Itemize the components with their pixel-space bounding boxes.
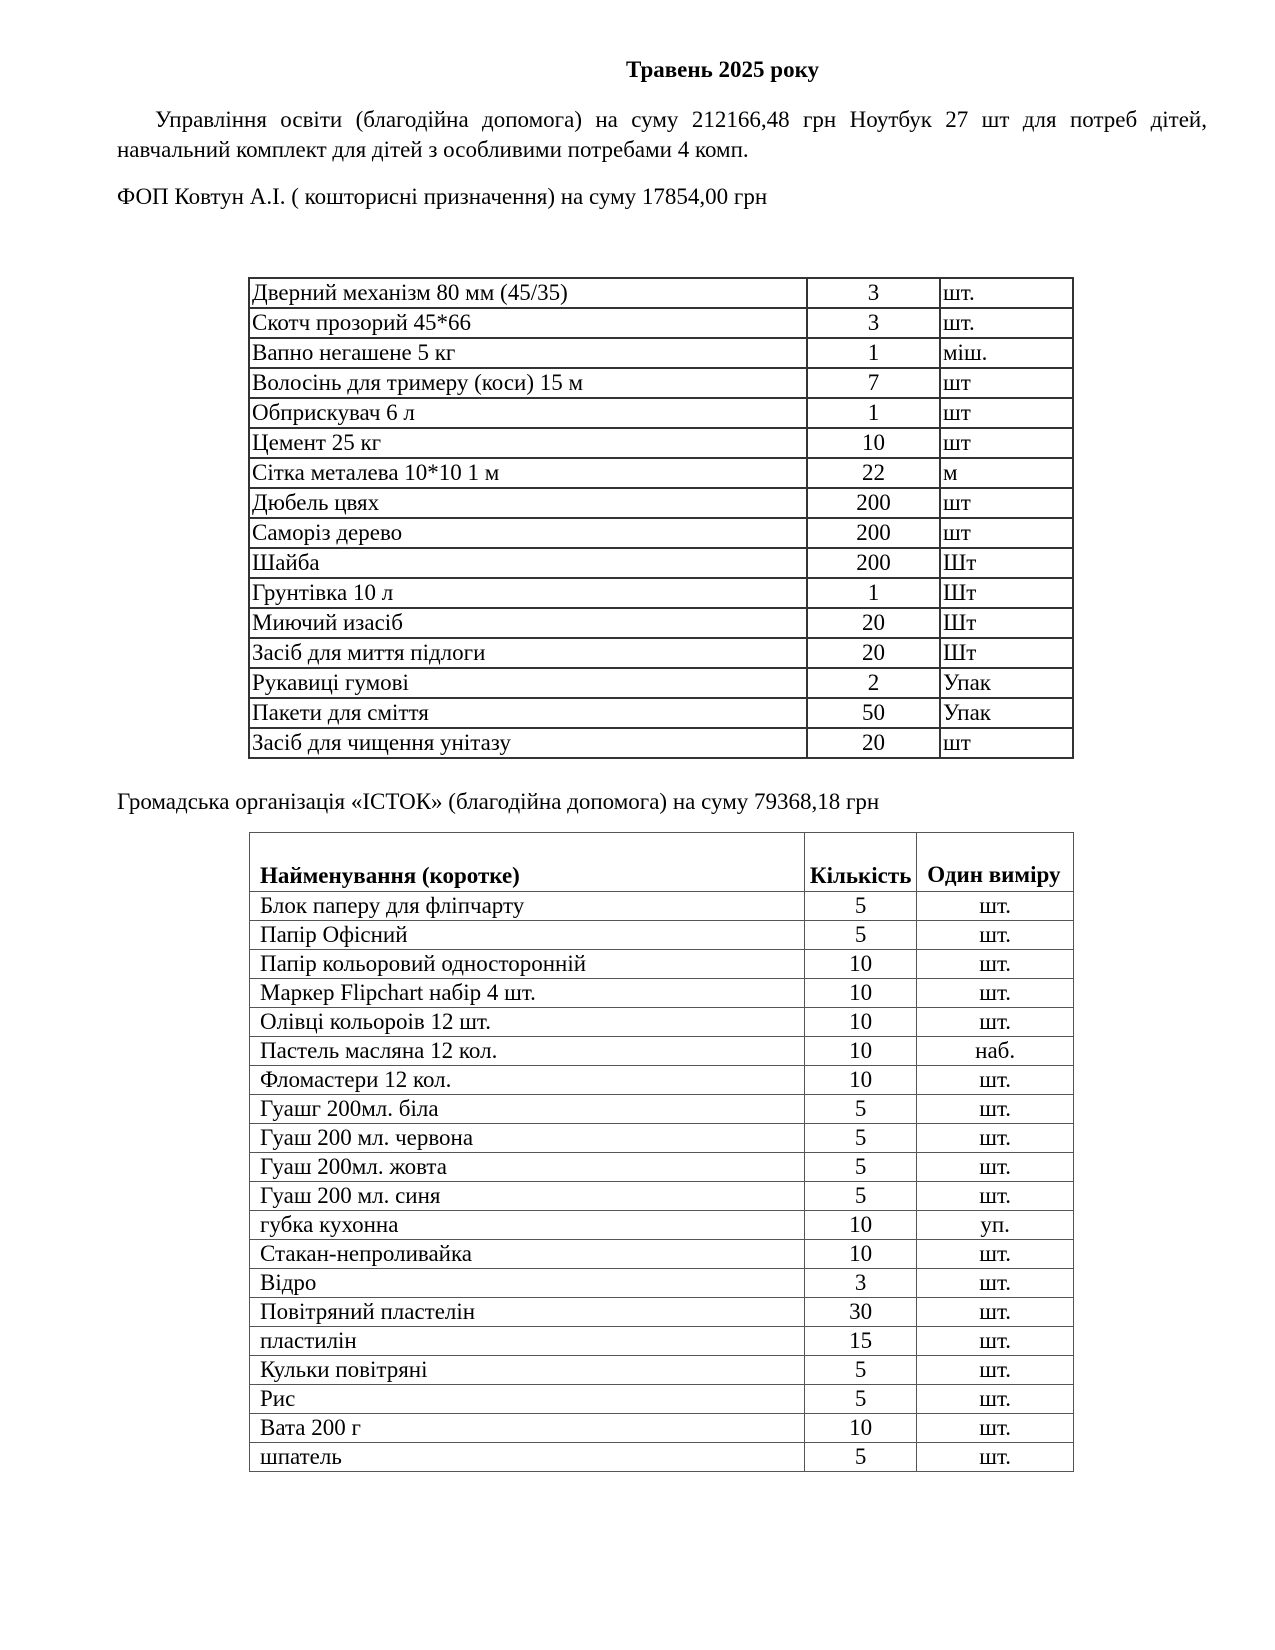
table-row bbox=[249, 398, 1073, 428]
item-unit: шт. bbox=[917, 1443, 1074, 1472]
item-name: пластилін bbox=[250, 1327, 805, 1356]
item-name: Сітка металева 10*10 1 м bbox=[249, 458, 807, 488]
table-row bbox=[250, 1240, 1074, 1269]
item-name: Кульки повітряні bbox=[250, 1356, 805, 1385]
item-unit: шт. bbox=[917, 921, 1074, 950]
table-row bbox=[250, 1211, 1074, 1240]
item-unit: шт bbox=[940, 518, 1073, 548]
item-unit: шт. bbox=[917, 1356, 1074, 1385]
fop-items-table bbox=[248, 277, 1074, 759]
item-quantity: 10 bbox=[805, 1211, 917, 1240]
item-quantity: 10 bbox=[805, 1008, 917, 1037]
item-unit: шт. bbox=[917, 1298, 1074, 1327]
table-row bbox=[249, 308, 1073, 338]
item-name: Маркер Flipchart набір 4 шт. bbox=[250, 979, 805, 1008]
item-name: Обприскувач 6 л bbox=[249, 398, 807, 428]
item-name: Гуаш 200 мл. червона bbox=[250, 1124, 805, 1153]
table-row bbox=[249, 518, 1073, 548]
item-quantity: 3 bbox=[807, 308, 940, 338]
item-unit: шт bbox=[940, 488, 1073, 518]
item-name: Грунтівка 10 л bbox=[249, 578, 807, 608]
table-row bbox=[250, 1066, 1074, 1095]
item-unit: Шт bbox=[940, 578, 1073, 608]
item-unit: міш. bbox=[940, 338, 1073, 368]
item-unit: шт bbox=[940, 728, 1073, 758]
table-header-row bbox=[250, 833, 1074, 892]
item-name: Вата 200 г bbox=[250, 1414, 805, 1443]
table-row bbox=[250, 1008, 1074, 1037]
table-row bbox=[250, 1298, 1074, 1327]
item-quantity: 5 bbox=[805, 921, 917, 950]
item-name: Вапно негашене 5 кг bbox=[249, 338, 807, 368]
table-row bbox=[249, 638, 1073, 668]
table-row bbox=[249, 278, 1073, 308]
item-unit: Упак bbox=[940, 668, 1073, 698]
item-unit: шт. bbox=[917, 1066, 1074, 1095]
item-unit: м bbox=[940, 458, 1073, 488]
table-row bbox=[249, 428, 1073, 458]
item-name: губка кухонна bbox=[250, 1211, 805, 1240]
item-unit: шт. bbox=[940, 278, 1073, 308]
item-name: Шайба bbox=[249, 548, 807, 578]
item-unit: шт. bbox=[917, 1240, 1074, 1269]
item-unit: шт. bbox=[917, 1153, 1074, 1182]
table-row bbox=[249, 668, 1073, 698]
item-name: Гуашг 200мл. біла bbox=[250, 1095, 805, 1124]
item-unit: шт. bbox=[917, 979, 1074, 1008]
item-unit: шт. bbox=[917, 1269, 1074, 1298]
item-quantity: 30 bbox=[805, 1298, 917, 1327]
item-unit: шт. bbox=[917, 892, 1074, 921]
item-quantity: 1 bbox=[807, 578, 940, 608]
item-quantity: 10 bbox=[805, 950, 917, 979]
item-unit: Шт bbox=[940, 608, 1073, 638]
item-quantity: 3 bbox=[805, 1269, 917, 1298]
item-quantity: 5 bbox=[805, 1124, 917, 1153]
item-name: Відро bbox=[250, 1269, 805, 1298]
table-row bbox=[249, 728, 1073, 758]
item-name: Дверний механізм 80 мм (45/35) bbox=[249, 278, 807, 308]
item-quantity: 20 bbox=[807, 608, 940, 638]
item-quantity: 15 bbox=[805, 1327, 917, 1356]
item-name: Гуаш 200мл. жовта bbox=[250, 1153, 805, 1182]
header-unit: Один виміру bbox=[917, 833, 1074, 892]
table-row bbox=[249, 578, 1073, 608]
item-unit: шт. bbox=[940, 308, 1073, 338]
item-quantity: 20 bbox=[807, 638, 940, 668]
item-unit: шт bbox=[940, 398, 1073, 428]
item-name: Дюбель цвях bbox=[249, 488, 807, 518]
item-quantity: 10 bbox=[805, 979, 917, 1008]
table-row bbox=[250, 1124, 1074, 1153]
item-unit: Шт bbox=[940, 548, 1073, 578]
document-title: Травень 2025 року bbox=[625, 57, 820, 82]
item-name: Фломастери 12 кол. bbox=[250, 1066, 805, 1095]
item-name: шпатель bbox=[250, 1443, 805, 1472]
item-quantity: 1 bbox=[807, 338, 940, 368]
table-row bbox=[249, 338, 1073, 368]
item-name: Засіб для миття підлоги bbox=[249, 638, 807, 668]
table-row bbox=[250, 892, 1074, 921]
item-name: Гуаш 200 мл. синя bbox=[250, 1182, 805, 1211]
item-quantity: 3 bbox=[807, 278, 940, 308]
table-row bbox=[249, 698, 1073, 728]
item-name: Стакан-непроливайка bbox=[250, 1240, 805, 1269]
item-quantity: 50 bbox=[807, 698, 940, 728]
item-unit: Упак bbox=[940, 698, 1073, 728]
item-name: Скотч прозорий 45*66 bbox=[249, 308, 807, 338]
header-name: Найменування (коротке) bbox=[250, 833, 805, 892]
item-quantity: 1 bbox=[807, 398, 940, 428]
header-quantity: Кількість bbox=[805, 833, 917, 892]
item-quantity: 200 bbox=[807, 548, 940, 578]
item-quantity: 10 bbox=[805, 1037, 917, 1066]
item-name: Волосінь для тримеру (коси) 15 м bbox=[249, 368, 807, 398]
item-quantity: 5 bbox=[805, 1385, 917, 1414]
item-name: Рукавиці гумові bbox=[249, 668, 807, 698]
item-name: Олівці кольороів 12 шт. bbox=[250, 1008, 805, 1037]
fop-kovtun-paragraph: ФОП Ковтун А.І. ( кошторисні призначення) на суму 17854,00 грн bbox=[117, 184, 768, 209]
table-row bbox=[250, 950, 1074, 979]
item-quantity: 10 bbox=[807, 428, 940, 458]
item-quantity: 7 bbox=[807, 368, 940, 398]
item-unit: шт. bbox=[917, 1327, 1074, 1356]
item-name: Пакети для сміття bbox=[249, 698, 807, 728]
item-name: Рис bbox=[250, 1385, 805, 1414]
item-unit: уп. bbox=[917, 1211, 1074, 1240]
table-row bbox=[249, 488, 1073, 518]
item-quantity: 20 bbox=[807, 728, 940, 758]
item-quantity: 22 bbox=[807, 458, 940, 488]
istok-items-table bbox=[249, 832, 1074, 1472]
table-row bbox=[250, 1385, 1074, 1414]
item-name: Папір Офісний bbox=[250, 921, 805, 950]
item-name: Папір кольоровий односторонній bbox=[250, 950, 805, 979]
item-name: Пастель масляна 12 кол. bbox=[250, 1037, 805, 1066]
item-unit: шт. bbox=[917, 1124, 1074, 1153]
table-row bbox=[249, 368, 1073, 398]
item-quantity: 5 bbox=[805, 1095, 917, 1124]
item-quantity: 5 bbox=[805, 1443, 917, 1472]
item-quantity: 10 bbox=[805, 1414, 917, 1443]
item-unit: шт. bbox=[917, 1182, 1074, 1211]
item-quantity: 5 bbox=[805, 1182, 917, 1211]
item-unit: шт. bbox=[917, 1095, 1074, 1124]
item-quantity: 10 bbox=[805, 1066, 917, 1095]
table-row bbox=[249, 608, 1073, 638]
item-name: Повітряний пластелін bbox=[250, 1298, 805, 1327]
item-unit: Шт bbox=[940, 638, 1073, 668]
item-unit: шт. bbox=[917, 950, 1074, 979]
item-unit: шт bbox=[940, 368, 1073, 398]
item-name: Цемент 25 кг bbox=[249, 428, 807, 458]
table-row bbox=[249, 548, 1073, 578]
table-row bbox=[250, 921, 1074, 950]
item-unit: шт bbox=[940, 428, 1073, 458]
table-row bbox=[250, 1269, 1074, 1298]
table-row bbox=[250, 1414, 1074, 1443]
istok-organization-paragraph: Громадська організація «ІСТОК» (благодійна допомога) на суму 79368,18 грн bbox=[117, 789, 880, 814]
item-quantity: 10 bbox=[805, 1240, 917, 1269]
table-row bbox=[250, 1327, 1074, 1356]
table-row bbox=[250, 1153, 1074, 1182]
table-row bbox=[250, 1443, 1074, 1472]
item-unit: шт. bbox=[917, 1414, 1074, 1443]
item-unit: наб. bbox=[917, 1037, 1074, 1066]
table-row bbox=[249, 458, 1073, 488]
item-quantity: 5 bbox=[805, 892, 917, 921]
item-quantity: 2 bbox=[807, 668, 940, 698]
item-quantity: 5 bbox=[805, 1356, 917, 1385]
table-row bbox=[250, 1037, 1074, 1066]
item-name: Миючий изасіб bbox=[249, 608, 807, 638]
education-department-paragraph: Управління освіти (благодійна допомога) на суму 212166,48 грн Ноутбук 27 шт для потреб дітей, навчальний комплект для дітей з особливими потребами 4 комп. bbox=[117, 107, 1207, 162]
table-row bbox=[250, 1182, 1074, 1211]
item-name: Блок паперу для фліпчарту bbox=[250, 892, 805, 921]
item-name: Саморіз дерево bbox=[249, 518, 807, 548]
table-row bbox=[250, 1095, 1074, 1124]
item-unit: шт. bbox=[917, 1385, 1074, 1414]
table-row bbox=[250, 979, 1074, 1008]
item-name: Засіб для чищення унітазу bbox=[249, 728, 807, 758]
table-row bbox=[250, 1356, 1074, 1385]
item-quantity: 200 bbox=[807, 518, 940, 548]
item-unit: шт. bbox=[917, 1008, 1074, 1037]
item-quantity: 5 bbox=[805, 1153, 917, 1182]
item-quantity: 200 bbox=[807, 488, 940, 518]
